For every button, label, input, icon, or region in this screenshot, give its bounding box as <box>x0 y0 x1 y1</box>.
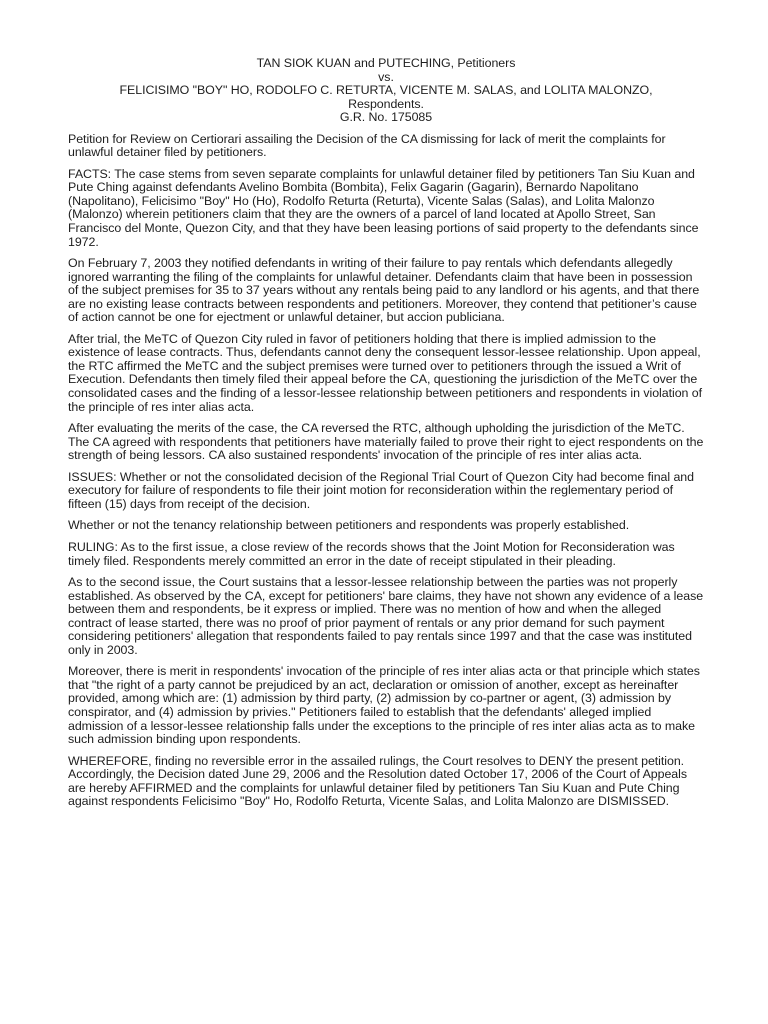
paragraph-notice: On February 7, 2003 they notified defendants in writing of their failure to pay rentals which defendants allegedly ignored warranting the filing of the complaints for unlawful detainer. Defendants claim that have been in possession of the subject premises for 35 to 37 years without any rentals being paid to any landlord or his agents, and that there are no existing lease contracts between respondents and petitioners. Moreover, they contend that petitioner’s cause of action cannot be one for ejectment or unlawful detainer, but accion publiciana. <box>68 256 700 325</box>
paragraph-summary: Petition for Review on Certiorari assailing the Decision of the CA dismissing for lack of merit the complaints for unlawful detainer filed by petitioners. <box>68 131 666 160</box>
paragraph-trial: After trial, the MeTC of Quezon City ruled in favor of petitioners holding that there is implied admission to the existence of lease contracts. Thus, defendants cannot deny the consequent lessor-lessee relationship. Upon appeal, the RTC affirmed the MeTC and the subject premises were turned over to petitioners through the issued a Writ of Execution. Defendants then timely filed their appeal before the CA, questioning the jurisdiction of the MeTC over the consolidated cases and the finding of a lessor-lessee relationship between petitioners and respondents in violation of the principle of res inter alias acta. <box>68 331 703 414</box>
paragraph-ruling: RULING: As to the first issue, a close review of the records shows that the Joint Motion for Reconsideration was timely filed. Respondents merely committed an error in the date of receipt stipulated in their pleading. <box>68 539 675 568</box>
petitioners-line: TAN SIOK KUAN and PUTECHING, Petitioners <box>256 56 516 70</box>
respondents-names-line: FELICISIMO "BOY" HO, RODOLFO C. RETURTA, VICENTE M. SALAS, and LOLITA MALONZO, <box>119 83 653 98</box>
paragraph-res-inter-alias: Moreover, there is merit in respondents' invocation of the principle of res inter alias acta or that principle which states that "the right of a party cannot be prejudiced by an act, declaration or omission of another, except as hereinafter provided, among which are: (1) admission by third party, (2) admission by co-partner or agent, (3) admission by conspirator, and (4) admission by privies." Petitioners failed to establish that the defendants' alleged implied admission of a lessor-lessee relationship falls under the exceptions to the principle of res inter alias acta as to make such admission binding upon respondents. <box>68 664 700 747</box>
paragraph-second-issue: As to the second issue, the Court sustains that a lessor-lessee relationship between the parties was not properly established. As observed by the CA, except for petitioners' bare claims, they have not shown any evidence of a lease between them and respondents, be it express or implied. There was no mention of how and when the alleged contract of lease started, there was no proof of prior payment of rentals or any prior demand for such payment considering petitioners' allegation that respondents failed to pay rentals since 1997 and that the case was instituted only in 2003. <box>68 575 704 657</box>
respondents-label-line: Respondents. <box>348 96 424 111</box>
paragraph-issue-two: Whether or not the tenancy relationship between petitioners and respondents was properly established. <box>68 518 630 533</box>
paragraph-wherefore: WHEREFORE, finding no reversible error in the assailed rulings, the Court resolves to DENY the present petition. Accordingly, the Decision dated June 29, 2006 and the Resolution dated October 17, 2006 of the Court of Appeals are hereby AFFIRMED and the complaints for unlawful detainer filed by petitioners Tan Siu Kuan and Pute Ching against respondents Felicisimo "Boy" Ho, Rodolfo Returta, Vicente Salas, and Lolita Malonzo are DISMISSED. <box>68 753 687 809</box>
paragraph-facts: FACTS: The case stems from seven separate complaints for unlawful detainer filed by petitioners Tan Siu Kuan and Pute Ching against defendants Avelino Bombita (Bombita), Felix Gagarin (Gagarin), Bernardo Napolitano (Napolitano), Felicisimo "Boy" Ho (Ho), Rodolfo Returta (Returta), Vicente Salas (Salas), and Lolita Malonzo (Malonzo) wherein petitioners claim that they are the owners of a parcel of land located at Apollo Street, San Francisco del Monte, Quezon City, and that they have been leasing portions of said property to the defendants since 1972. <box>68 166 699 249</box>
case-number: G.R. No. 175085 <box>339 110 433 125</box>
paragraph-ca-decision: After evaluating the merits of the case, the CA reversed the RTC, although upholding the jurisdiction of the MeTC. The CA agreed with respondents that petitioners have materially failed to prove their right to eject respondents on the strength of being lessors. CA also sustained respondents' invocation of the principle of res inter alias acta. <box>68 421 704 463</box>
case-caption <box>68 57 704 125</box>
document-page <box>68 57 704 817</box>
versus-line: vs. <box>378 69 394 84</box>
paragraph-issues: ISSUES: Whether or not the consolidated decision of the Regional Trial Court of Quezon City had become final and executory for failure of respondents to file their joint motion for reconsideration within the reglementary period of fifteen (15) days from receipt of the decision. <box>68 469 694 511</box>
